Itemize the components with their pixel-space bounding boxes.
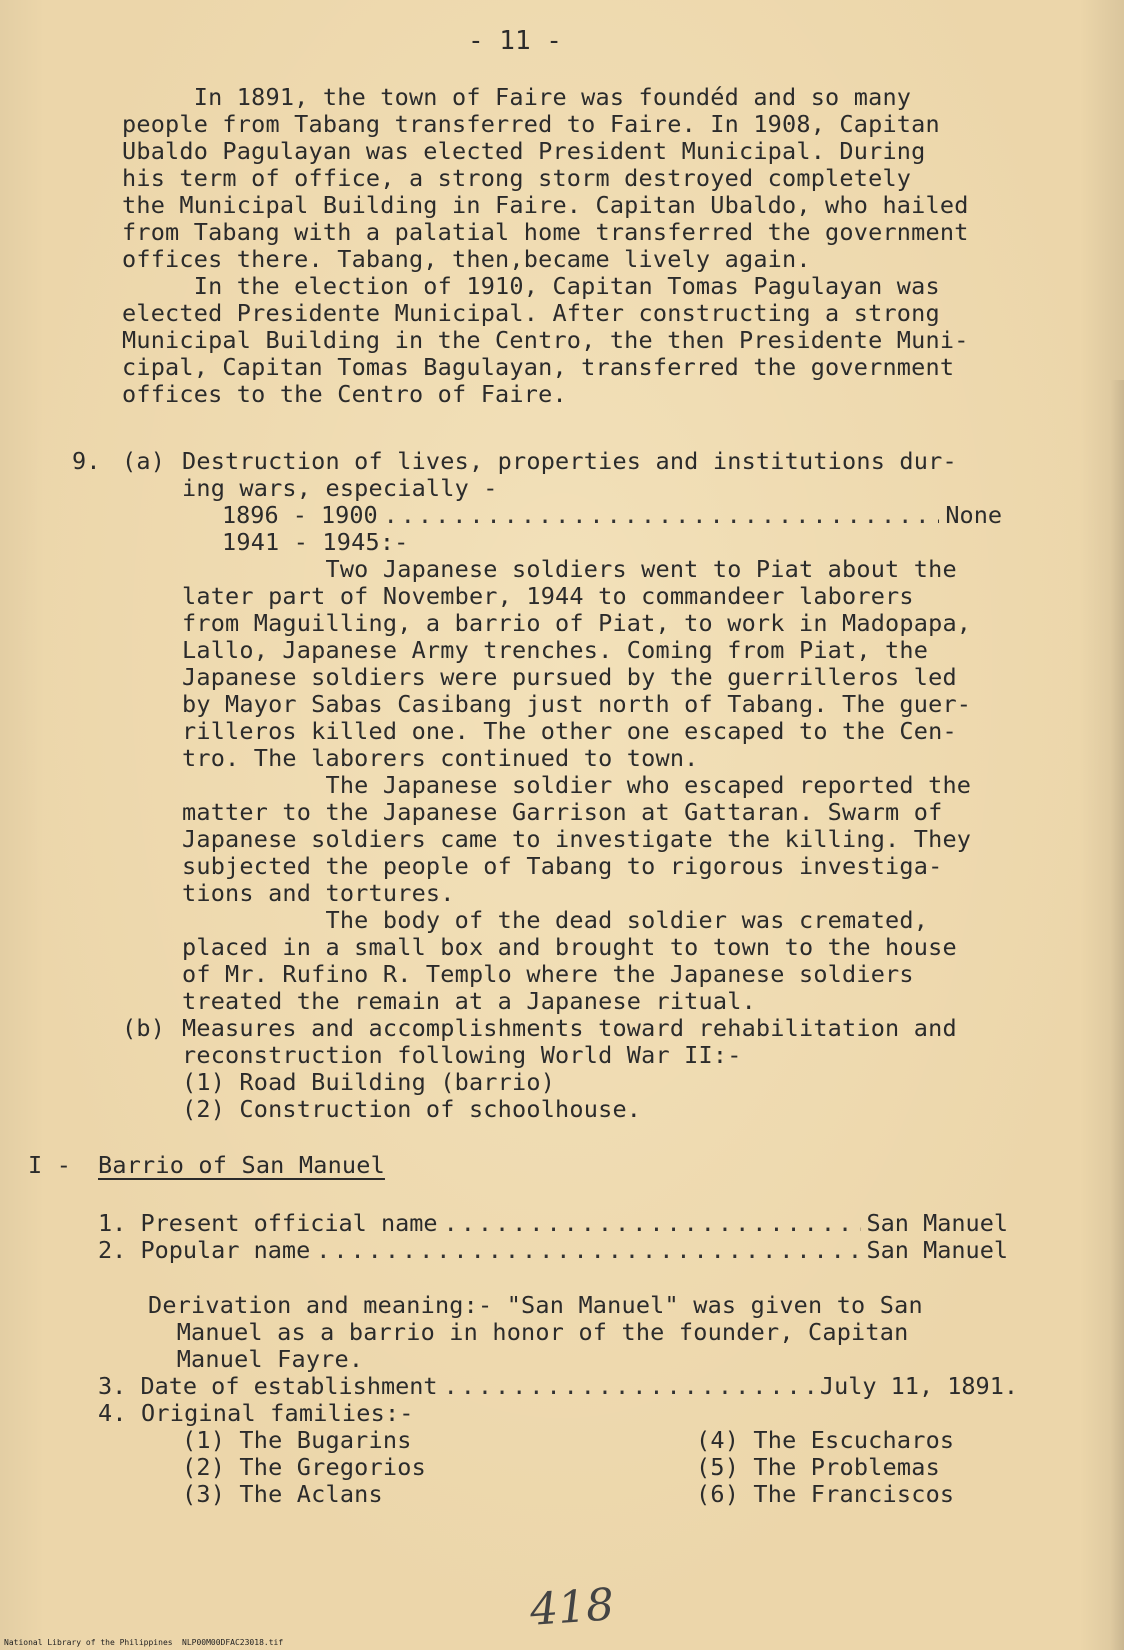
text-line: In 1891, the town of Faire was foundéd and so many — [122, 83, 912, 111]
text-line: Manuel Fayre. — [148, 1345, 364, 1373]
list-item: (2) Construction of schoolhouse. — [182, 1095, 642, 1123]
text-line: Japanese soldiers were pursued by the guerrilleros led — [182, 663, 957, 691]
text-line: offices there. Tabang, then,became lively again. — [122, 245, 811, 273]
family-item: (3) The Aclans — [182, 1480, 383, 1508]
text-line: later part of November, 1944 to commandeer laborers — [182, 582, 914, 610]
period-1-row — [222, 502, 1002, 529]
text-line: from Maguilling, a barrio of Piat, to work in Madopapa, — [182, 609, 972, 637]
footer-file: NLP00M00DFAC23018.tif — [182, 1638, 284, 1647]
text-line: matter to the Japanese Garrison at Gattaran. Swarm of — [182, 798, 943, 826]
popular-name-row — [98, 1237, 1008, 1264]
family-item: (2) The Gregorios — [182, 1453, 426, 1481]
text-line: placed in a small box and brought to town to the house — [182, 933, 957, 961]
establishment-label: 3. Date of establishment — [98, 1372, 438, 1400]
popular-name-value: San Manuel — [866, 1236, 1008, 1264]
text-line: tions and tortures. — [182, 879, 455, 907]
establishment-value: July 11, 1891. — [819, 1372, 1018, 1400]
official-name-row — [98, 1210, 1008, 1237]
family-item: (6) The Franciscos — [696, 1480, 955, 1508]
text-line: rilleros killed one. The other one escaped to the Cen- — [182, 717, 957, 745]
text-line: Manuel as a barrio in honor of the founder, Capitan — [148, 1318, 909, 1346]
establishment-row — [98, 1373, 1018, 1400]
page-number: - 11 - — [468, 26, 562, 56]
official-name-value: San Manuel — [866, 1209, 1008, 1237]
text-line: the Municipal Building in Faire. Capitan Ubaldo, who hailed — [122, 191, 969, 219]
period-1-label: 1896 - 1900 — [222, 501, 378, 529]
text-line: tro. The laborers continued to town. — [182, 744, 699, 772]
text-line: Ubaldo Pagulayan was elected President Municipal. During — [122, 137, 926, 165]
family-item: (1) The Bugarins — [182, 1426, 412, 1454]
text-line: subjected the people of Tabang to rigorous investiga- — [182, 852, 943, 880]
item-number: 9. — [72, 447, 101, 475]
popular-name-label: 2. Popular name — [98, 1236, 311, 1264]
section-title: Barrio of San Manuel — [98, 1151, 385, 1179]
text-line: cipal, Capitan Tomas Bagulayan, transferred the government — [122, 353, 955, 381]
item-a-heading: ing wars, especially - — [182, 474, 498, 502]
list-item: (1) Road Building (barrio) — [182, 1068, 556, 1096]
family-item: (4) The Escucharos — [696, 1426, 955, 1454]
families-label: 4. Original families:- — [98, 1399, 414, 1427]
text-line: In the election of 1910, Capitan Tomas Pagulayan was — [122, 272, 940, 300]
item-a-marker: (a) — [122, 447, 166, 475]
text-line: from Tabang with a palatial home transferred the government — [122, 218, 969, 246]
family-item: (5) The Problemas — [696, 1453, 940, 1481]
dot-leader — [384, 502, 940, 529]
dot-leader — [444, 1210, 861, 1237]
text-line: Japanese soldiers came to investigate the killing. They — [182, 825, 972, 853]
text-line: treated the remain at a Japanese ritual. — [182, 987, 756, 1015]
text-line: Municipal Building in the Centro, the then Presidente Muni- — [122, 326, 969, 354]
handwritten-page-number: 418 — [528, 1579, 616, 1636]
text-line: elected Presidente Municipal. After constructing a strong — [122, 299, 940, 327]
period-2-label: 1941 - 1945:- — [222, 528, 409, 556]
text-line: Two Japanese soldiers went to Piat about the — [182, 555, 957, 583]
period-1-value: None — [945, 501, 1002, 529]
text-line: Lallo, Japanese Army trenches. Coming from Piat, the — [182, 636, 929, 664]
text-line: people from Tabang transferred to Faire. In 1908, Capitan — [122, 110, 940, 138]
official-name-label: 1. Present official name — [98, 1209, 438, 1237]
text-line: Derivation and meaning:- "San Manuel" was given to San — [148, 1291, 923, 1319]
item-a-heading: Destruction of lives, properties and institutions dur- — [182, 447, 957, 475]
section-marker: I - — [28, 1151, 72, 1179]
page-edge-shadow — [1110, 380, 1124, 1650]
text-line: offices to the Centro of Faire. — [122, 380, 567, 408]
dot-leader — [444, 1373, 814, 1400]
text-line: The body of the dead soldier was cremated, — [182, 906, 929, 934]
text-line: his term of office, a strong storm destroyed completely — [122, 164, 912, 192]
text-line: by Mayor Sabas Casibang just north of Tabang. The guer- — [182, 690, 972, 718]
item-b-heading: reconstruction following World War II:- — [182, 1041, 742, 1069]
item-b-heading: Measures and accomplishments toward rehabilitation and — [182, 1014, 957, 1042]
text-line: of Mr. Rufino R. Templo where the Japanese soldiers — [182, 960, 914, 988]
footer-library: National Library of the Philippines — [4, 1638, 173, 1647]
text-line: The Japanese soldier who escaped reported the — [182, 771, 972, 799]
item-b-marker: (b) — [122, 1014, 166, 1042]
dot-leader — [316, 1237, 860, 1264]
